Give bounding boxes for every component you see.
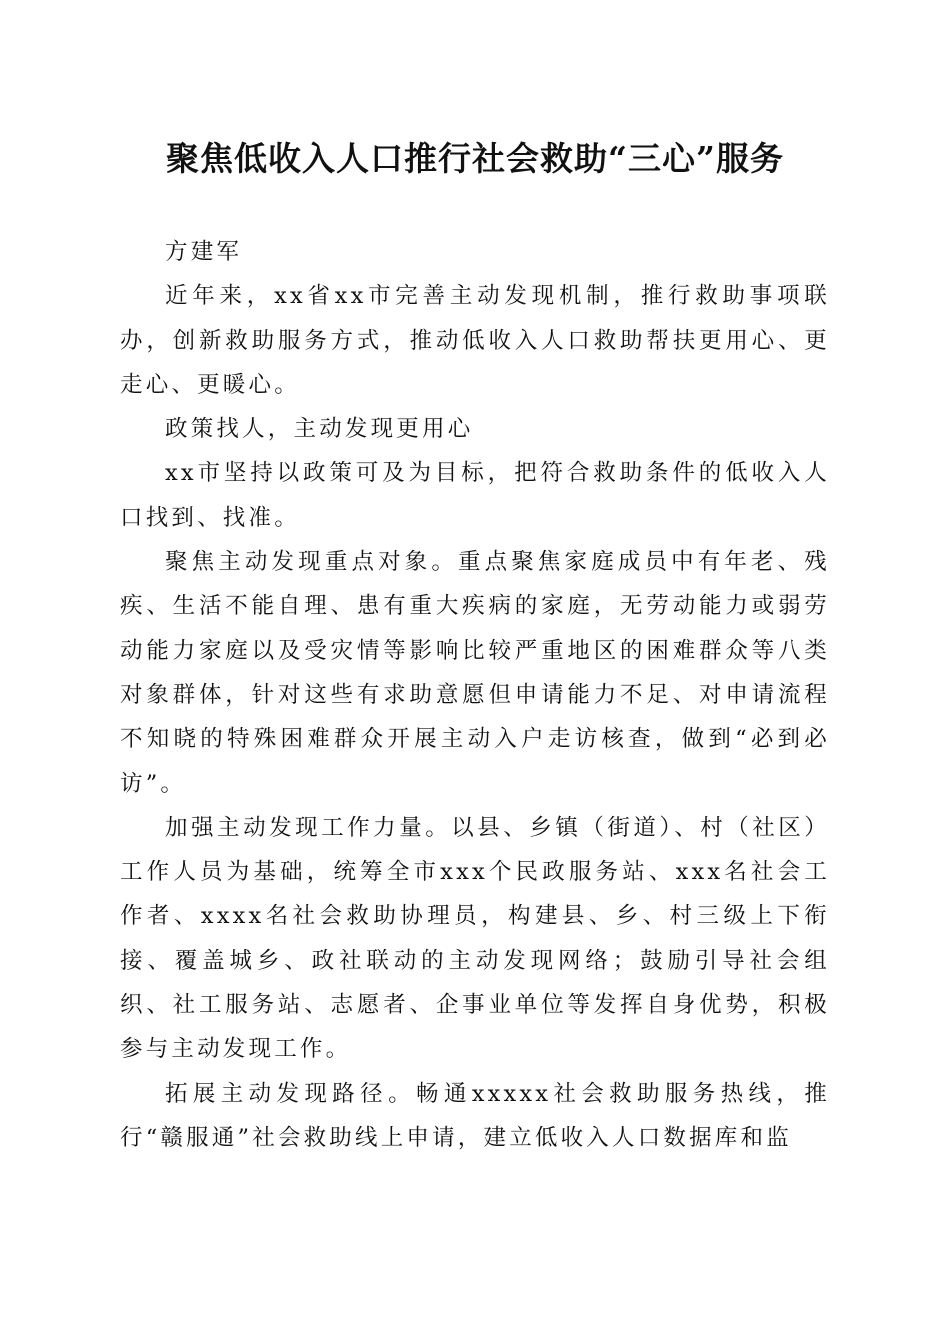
author-line: 方建军 (165, 239, 243, 265)
document-title: 聚焦低收入人口推行社会救助“三心”服务 (166, 139, 784, 178)
document-body (120, 230, 830, 1160)
paragraph: 加强主动发现工作力量。以县、乡镇（街道）、村（社区）工作人员为基础，统筹全市xxx个民政服务站、xxx名社会工作者、xxxx名社会救助协理员，构建县、乡、村三级上下衔接、覆盖城乡、政社联动的主动发现网络；鼓励引导社会组织、社工服务站、志愿者、企事业单位等发挥自身优势，积极参与主动发现工作。 (120, 814, 830, 1063)
paragraph: xx市坚持以政策可及为目标，把符合救助条件的低收入人口找到、找准。 (120, 460, 830, 531)
paragraph: 拓展主动发现路径。畅通xxxxx社会救助服务热线，推行“赣服通”社会救助线上申请，建立低收入人口数据库和监 (120, 1080, 830, 1151)
section-heading: 政策找人，主动发现更用心 (165, 416, 474, 443)
paragraph: 近年来，xx省xx市完善主动发现机制，推行救助事项联办，创新救助服务方式，推动低收入人口救助帮扶更用心、更走心、更暖心。 (120, 283, 830, 398)
paragraph: 聚焦主动发现重点对象。重点聚焦家庭成员中有年老、残疾、生活不能自理、患有重大疾病的家庭，无劳动能力或弱劳动能力家庭以及受灾情等影响比较严重地区的困难群众等八类对象群体，针对这些有求助意愿但申请能力不足、对申请流程不知晓的特殊困难群众开展主动入户走访核查，做到“必到必访”。 (120, 549, 830, 797)
